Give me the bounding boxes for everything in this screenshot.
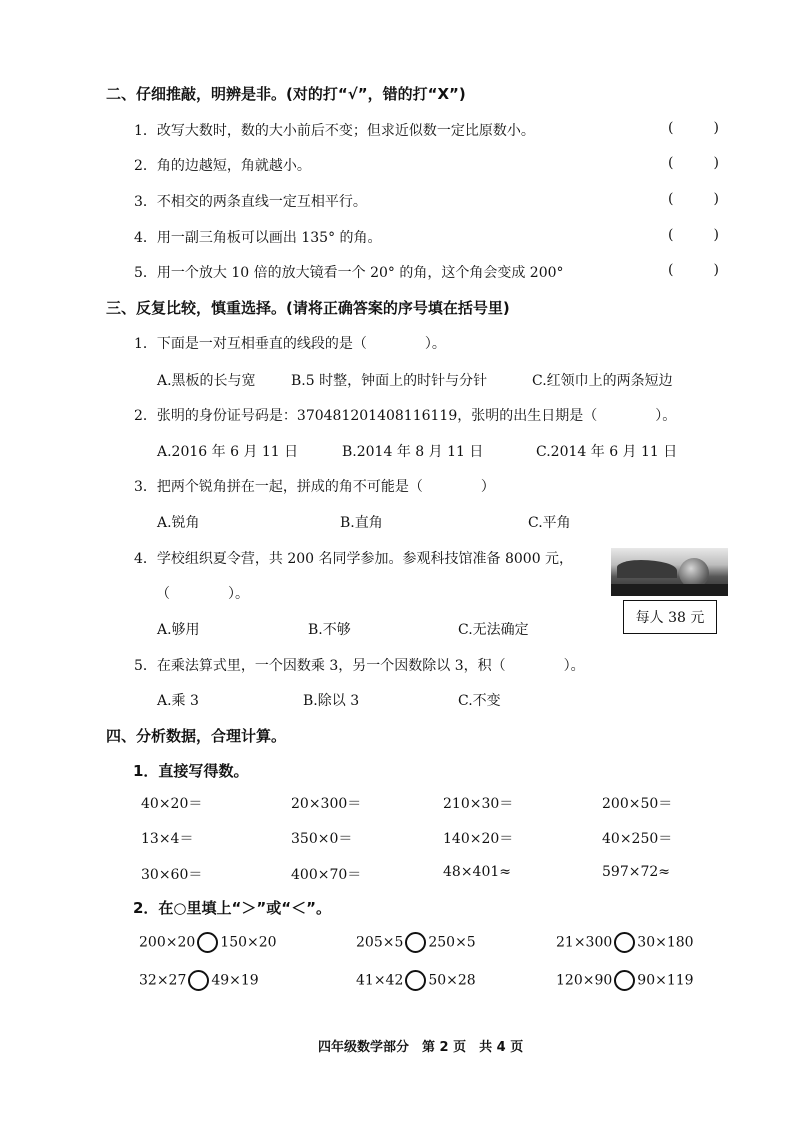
section-2-title: 二、仔细推敲，明辨是非。(对的打“√”，错的打“X”) <box>106 85 466 103</box>
calc-r1-c3[interactable]: 210×30＝ <box>443 796 514 812</box>
q5-option-b: B.除以 3 <box>303 693 360 709</box>
page-footer: 四年级数学部分 第 2 页 共 4 页 <box>318 1040 524 1055</box>
compare-r1-c1: 200×20 150×20 <box>139 932 277 953</box>
calc-r2-c2[interactable]: 350×0＝ <box>291 831 353 847</box>
calc-r1-c4[interactable]: 200×50＝ <box>602 796 673 812</box>
q5-option-a: A.乘 3 <box>157 693 199 709</box>
q2-option-a: A.2016 年 6 月 11 日 <box>157 444 299 460</box>
q5-option-c: C.不变 <box>458 693 501 709</box>
subsection-1-title: 1．直接写得数。 <box>133 762 249 780</box>
choice-question-3: 3．把两个锐角拼在一起，拼成的角不可能是（ ） <box>134 479 495 495</box>
q4-option-a: A.够用 <box>157 622 200 638</box>
section-3-title: 三、反复比较，慎重选择。(请将正确答案的序号填在括号里) <box>106 299 510 317</box>
judge-item-3: 3．不相交的两条直线一定互相平行。 <box>134 194 367 210</box>
compare-r2-c1: 32×27 49×19 <box>139 970 259 991</box>
q1-option-c: C.红领巾上的两条短边 <box>532 373 673 389</box>
compare-circle[interactable] <box>197 932 218 953</box>
answer-paren-3[interactable]: ( ) <box>668 191 719 207</box>
q3-option-a: A.锐角 <box>157 515 200 531</box>
calc-r2-c3[interactable]: 140×20＝ <box>443 831 514 847</box>
choice-question-4: 4．学校组织夏令营，共 200 名同学参加。参观科技馆准备 8000 元， <box>134 551 574 567</box>
q3-option-c: C.平角 <box>528 515 571 531</box>
price-label-box: 每人 38 元 <box>623 600 717 634</box>
compare-r1-c2: 205×5 250×5 <box>356 932 476 953</box>
answer-paren-5[interactable]: ( ) <box>668 262 719 278</box>
choice-question-2: 2．张明的身份证号码是：370481201408116119，张明的出生日期是（ ）。 <box>134 408 677 424</box>
answer-paren-4[interactable]: ( ) <box>668 227 719 243</box>
judge-item-5: 5．用一个放大 10 倍的放大镜看一个 20° 的角，这个角会变成 200° <box>134 265 564 281</box>
calc-r3-c2[interactable]: 400×70＝ <box>291 867 362 883</box>
calc-r3-c3[interactable]: 48×401≈ <box>443 864 511 880</box>
compare-circle[interactable] <box>405 932 426 953</box>
compare-r2-c2: 41×42 50×28 <box>356 970 476 991</box>
choice-question-1: 1．下面是一对互相垂直的线段的是（ ）。 <box>134 336 446 352</box>
answer-paren-1[interactable]: ( ) <box>668 120 719 136</box>
judge-item-4: 4．用一副三角板可以画出 135° 的角。 <box>134 230 382 246</box>
compare-r2-c3: 120×90 90×119 <box>556 970 694 991</box>
compare-circle[interactable] <box>614 970 635 991</box>
calc-r3-c4[interactable]: 597×72≈ <box>602 864 670 880</box>
section-4-title: 四、分析数据，合理计算。 <box>106 727 287 745</box>
q1-option-b: B.5 时整，钟面上的时针与分针 <box>291 373 488 389</box>
choice-question-5: 5．在乘法算式里，一个因数乘 3，另一个因数除以 3，积（ ）。 <box>134 658 585 674</box>
calc-r2-c4[interactable]: 40×250＝ <box>602 831 673 847</box>
compare-circle[interactable] <box>614 932 635 953</box>
compare-circle[interactable] <box>405 970 426 991</box>
calc-r2-c1[interactable]: 13×4＝ <box>141 831 194 847</box>
calc-r3-c1[interactable]: 30×60＝ <box>141 867 203 883</box>
judge-item-2: 2．角的边越短，角就越小。 <box>134 158 311 174</box>
q4-option-c: C.无法确定 <box>458 622 529 638</box>
choice-question-4-blank: （ ）。 <box>156 586 249 602</box>
judge-item-1: 1．改写大数时，数的大小前后不变；但求近似数一定比原数小。 <box>134 123 535 139</box>
q4-option-b: B.不够 <box>308 622 351 638</box>
q1-option-a: A.黑板的长与宽 <box>157 373 256 389</box>
calc-r1-c1[interactable]: 40×20＝ <box>141 796 203 812</box>
calc-r1-c2[interactable]: 20×300＝ <box>291 796 362 812</box>
q3-option-b: B.直角 <box>340 515 383 531</box>
science-museum-photo <box>611 548 728 596</box>
compare-r1-c3: 21×300 30×180 <box>556 932 694 953</box>
answer-paren-2[interactable]: ( ) <box>668 155 719 171</box>
q2-option-b: B.2014 年 8 月 11 日 <box>342 444 484 460</box>
q2-option-c: C.2014 年 6 月 11 日 <box>536 444 678 460</box>
subsection-2-title: 2．在○里填上“＞”或“＜”。 <box>133 899 331 917</box>
compare-circle[interactable] <box>188 970 209 991</box>
